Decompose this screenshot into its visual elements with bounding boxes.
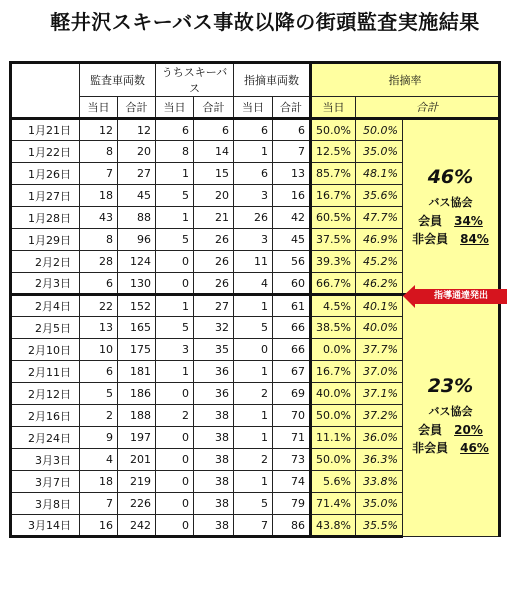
audit-total-cell: 27	[118, 163, 156, 185]
pointed-total-cell: 13	[273, 163, 311, 185]
date-cell: 1月26日	[11, 163, 80, 185]
pointed-total-cell: 67	[273, 361, 311, 383]
rate-total-cell: 37.2%	[355, 405, 402, 427]
rate-day-cell: 12.5%	[311, 141, 356, 163]
pointed-day-cell: 1	[234, 471, 273, 493]
table-body	[11, 119, 500, 537]
member-rate-row	[403, 212, 498, 230]
rate-total-cell: 35.0%	[355, 493, 402, 515]
audit-total-cell: 12	[118, 119, 156, 141]
ski-day-cell: 0	[156, 449, 194, 471]
date-cell: 2月4日	[11, 295, 80, 317]
date-cell: 3月3日	[11, 449, 80, 471]
audit-day-cell: 18	[80, 185, 118, 207]
audit-day-header: 当日	[80, 97, 118, 119]
audit-day-cell: 13	[80, 317, 118, 339]
nonmember-value: 84%	[460, 231, 489, 246]
audit-total-cell: 20	[118, 141, 156, 163]
date-cell: 3月7日	[11, 471, 80, 493]
pointed-day-cell: 1	[234, 405, 273, 427]
date-cell: 1月28日	[11, 207, 80, 229]
table-row	[11, 119, 500, 141]
ski-total-cell: 38	[194, 493, 234, 515]
audit-total-cell: 188	[118, 405, 156, 427]
rate-total-cell: 35.0%	[355, 141, 402, 163]
ski-day-cell: 0	[156, 493, 194, 515]
rate-total-header: 合計	[355, 97, 499, 119]
pointed-total-cell: 86	[273, 515, 311, 537]
pointed-day-cell: 2	[234, 449, 273, 471]
ski-total-cell: 38	[194, 427, 234, 449]
pointed-total-header: 合計	[273, 97, 311, 119]
period1-summary-cell	[402, 119, 499, 295]
rate-total-cell: 50.0%	[355, 119, 402, 141]
audit-total-cell: 197	[118, 427, 156, 449]
rate-total-cell: 37.1%	[355, 383, 402, 405]
ski-total-cell: 36	[194, 383, 234, 405]
pointed-day-header: 当日	[234, 97, 273, 119]
audit-day-cell: 16	[80, 515, 118, 537]
ski-day-cell: 0	[156, 251, 194, 273]
rate-day-cell: 5.6%	[311, 471, 356, 493]
audit-total-cell: 175	[118, 339, 156, 361]
ski-day-cell: 3	[156, 339, 194, 361]
rate-total-cell: 36.3%	[355, 449, 402, 471]
audit-day-cell: 7	[80, 163, 118, 185]
period2-summary-cell	[402, 295, 499, 537]
date-cell: 2月24日	[11, 427, 80, 449]
audit-day-cell: 2	[80, 405, 118, 427]
ski-total-cell: 27	[194, 295, 234, 317]
member-value: 20%	[454, 423, 483, 437]
rate-day-cell: 11.1%	[311, 427, 356, 449]
pointed-day-cell: 1	[234, 141, 273, 163]
pointed-day-cell: 5	[234, 317, 273, 339]
ski-total-header: 合計	[194, 97, 234, 119]
pointed-day-cell: 11	[234, 251, 273, 273]
rate-total-cell: 40.1%	[355, 295, 402, 317]
association-label: バス協会	[428, 195, 473, 209]
date-cell: 2月3日	[11, 273, 80, 295]
pointed-total-cell: 79	[273, 493, 311, 515]
rate-total-cell: 40.0%	[355, 317, 402, 339]
pointed-total-cell: 66	[273, 339, 311, 361]
audit-total-cell: 88	[118, 207, 156, 229]
audit-total-cell: 242	[118, 515, 156, 537]
ski-day-cell: 5	[156, 317, 194, 339]
ski-day-header: 当日	[156, 97, 194, 119]
pointed-total-cell: 71	[273, 427, 311, 449]
audit-day-cell: 8	[80, 229, 118, 251]
pointed-total-cell: 74	[273, 471, 311, 493]
pointed-group-header: 指摘車両数	[234, 63, 311, 97]
corner-header-cell	[11, 63, 80, 119]
audit-total-cell: 124	[118, 251, 156, 273]
audit-total-cell: 165	[118, 317, 156, 339]
ski-total-cell: 32	[194, 317, 234, 339]
rate-total-cell: 37.0%	[355, 361, 402, 383]
ski-total-cell: 20	[194, 185, 234, 207]
ski-group-header: うちスキーバス	[156, 63, 234, 97]
rate-day-cell: 50.0%	[311, 405, 356, 427]
pointed-day-cell: 3	[234, 185, 273, 207]
date-cell: 3月8日	[11, 493, 80, 515]
date-cell: 2月5日	[11, 317, 80, 339]
audit-total-cell: 45	[118, 185, 156, 207]
rate-total-cell: 48.1%	[355, 163, 402, 185]
audit-day-cell: 4	[80, 449, 118, 471]
rate-total-cell: 46.9%	[355, 229, 402, 251]
rate-total-cell: 45.2%	[355, 251, 402, 273]
audit-total-cell: 219	[118, 471, 156, 493]
ski-day-cell: 6	[156, 119, 194, 141]
audit-day-cell: 28	[80, 251, 118, 273]
audit-day-cell: 6	[80, 273, 118, 295]
page-title: 軽井沢スキーバス事故以降の街頭監査実施結果	[50, 10, 480, 34]
ski-total-cell: 15	[194, 163, 234, 185]
pointed-day-cell: 3	[234, 229, 273, 251]
ski-day-cell: 8	[156, 141, 194, 163]
audit-day-cell: 43	[80, 207, 118, 229]
date-cell: 1月21日	[11, 119, 80, 141]
nonmember-value: 46%	[460, 441, 489, 455]
rate-day-cell: 50.0%	[311, 119, 356, 141]
rate-day-cell: 4.5%	[311, 295, 356, 317]
rate-total-cell: 33.8%	[355, 471, 402, 493]
pointed-day-cell: 0	[234, 339, 273, 361]
ski-day-cell: 5	[156, 185, 194, 207]
audit-total-cell: 226	[118, 493, 156, 515]
audit-day-cell: 10	[80, 339, 118, 361]
ski-day-cell: 0	[156, 273, 194, 295]
audit-total-cell: 96	[118, 229, 156, 251]
rate-day-cell: 43.8%	[311, 515, 356, 537]
ski-total-cell: 38	[194, 449, 234, 471]
ski-day-cell: 0	[156, 515, 194, 537]
pointed-total-cell: 56	[273, 251, 311, 273]
overall-rate: 46%	[427, 165, 474, 188]
pointed-day-cell: 1	[234, 427, 273, 449]
directive-annotation-badge: 指導通達発出	[415, 289, 507, 304]
pointed-day-cell: 1	[234, 361, 273, 383]
nonmember-rate-row	[403, 230, 498, 248]
rate-day-cell: 66.7%	[311, 273, 356, 295]
audit-day-cell: 18	[80, 471, 118, 493]
pointed-day-cell: 5	[234, 493, 273, 515]
audit-total-cell: 186	[118, 383, 156, 405]
member-value: 34%	[454, 213, 483, 228]
ski-day-cell: 1	[156, 163, 194, 185]
ski-total-cell: 38	[194, 471, 234, 493]
date-cell: 1月22日	[11, 141, 80, 163]
audit-day-cell: 5	[80, 383, 118, 405]
pointed-day-cell: 7	[234, 515, 273, 537]
overall-rate: 23%	[427, 375, 474, 397]
audit-day-cell: 22	[80, 295, 118, 317]
ski-day-cell: 0	[156, 471, 194, 493]
rate-total-cell: 46.2%	[355, 273, 402, 295]
ski-day-cell: 1	[156, 361, 194, 383]
pointed-day-cell: 4	[234, 273, 273, 295]
pointed-day-cell: 26	[234, 207, 273, 229]
ski-total-cell: 21	[194, 207, 234, 229]
rate-group-header: 指摘率	[311, 63, 500, 97]
pointed-day-cell: 2	[234, 383, 273, 405]
member-rate-row	[403, 421, 498, 439]
pointed-total-cell: 61	[273, 295, 311, 317]
audit-total-cell: 201	[118, 449, 156, 471]
audit-day-cell: 8	[80, 141, 118, 163]
rate-total-cell: 35.5%	[355, 515, 402, 537]
audit-day-cell: 6	[80, 361, 118, 383]
rate-total-cell: 37.7%	[355, 339, 402, 361]
date-cell: 2月11日	[11, 361, 80, 383]
pointed-total-cell: 73	[273, 449, 311, 471]
rate-day-cell: 39.3%	[311, 251, 356, 273]
rate-day-cell: 38.5%	[311, 317, 356, 339]
ski-day-cell: 1	[156, 207, 194, 229]
rate-day-cell: 60.5%	[311, 207, 356, 229]
ski-total-cell: 26	[194, 273, 234, 295]
audit-total-cell: 130	[118, 273, 156, 295]
audit-total-header: 合計	[118, 97, 156, 119]
rate-day-cell: 16.7%	[311, 361, 356, 383]
pointed-day-cell: 6	[234, 163, 273, 185]
rate-total-cell: 35.6%	[355, 185, 402, 207]
pointed-day-cell: 6	[234, 119, 273, 141]
member-label: 会員	[418, 213, 443, 228]
audit-group-header: 監査車両数	[80, 63, 156, 97]
nonmember-rate-row	[403, 439, 498, 457]
pointed-total-cell: 60	[273, 273, 311, 295]
pointed-total-cell: 70	[273, 405, 311, 427]
date-cell: 2月2日	[11, 251, 80, 273]
date-cell: 2月16日	[11, 405, 80, 427]
pointed-total-cell: 6	[273, 119, 311, 141]
nonmember-label: 非会員	[412, 231, 449, 246]
date-cell: 1月27日	[11, 185, 80, 207]
date-cell: 1月29日	[11, 229, 80, 251]
rate-day-cell: 16.7%	[311, 185, 356, 207]
nonmember-label: 非会員	[412, 441, 449, 455]
rate-day-cell: 0.0%	[311, 339, 356, 361]
ski-day-cell: 1	[156, 295, 194, 317]
ski-total-cell: 38	[194, 515, 234, 537]
ski-day-cell: 0	[156, 427, 194, 449]
pointed-total-cell: 42	[273, 207, 311, 229]
ski-day-cell: 5	[156, 229, 194, 251]
rate-total-cell: 47.7%	[355, 207, 402, 229]
ski-total-cell: 14	[194, 141, 234, 163]
member-label: 会員	[418, 423, 443, 437]
ski-day-cell: 0	[156, 383, 194, 405]
ski-total-cell: 38	[194, 405, 234, 427]
ski-total-cell: 36	[194, 361, 234, 383]
rate-day-cell: 50.0%	[311, 449, 356, 471]
audit-total-cell: 152	[118, 295, 156, 317]
rate-day-cell: 71.4%	[311, 493, 356, 515]
date-cell: 3月14日	[11, 515, 80, 537]
pointed-day-cell: 1	[234, 295, 273, 317]
rate-day-header: 当日	[311, 97, 356, 119]
audit-day-cell: 12	[80, 119, 118, 141]
association-label: バス協会	[428, 405, 473, 418]
pointed-total-cell: 69	[273, 383, 311, 405]
ski-total-cell: 26	[194, 251, 234, 273]
pointed-total-cell: 7	[273, 141, 311, 163]
pointed-total-cell: 45	[273, 229, 311, 251]
rate-total-cell: 36.0%	[355, 427, 402, 449]
date-cell: 2月10日	[11, 339, 80, 361]
audit-day-cell: 9	[80, 427, 118, 449]
rate-day-cell: 85.7%	[311, 163, 356, 185]
ski-total-cell: 26	[194, 229, 234, 251]
rate-day-cell: 37.5%	[311, 229, 356, 251]
audit-day-cell: 7	[80, 493, 118, 515]
pointed-total-cell: 16	[273, 185, 311, 207]
ski-total-cell: 35	[194, 339, 234, 361]
audit-total-cell: 181	[118, 361, 156, 383]
date-cell: 2月12日	[11, 383, 80, 405]
ski-day-cell: 2	[156, 405, 194, 427]
pointed-total-cell: 66	[273, 317, 311, 339]
ski-total-cell: 6	[194, 119, 234, 141]
rate-day-cell: 40.0%	[311, 383, 356, 405]
